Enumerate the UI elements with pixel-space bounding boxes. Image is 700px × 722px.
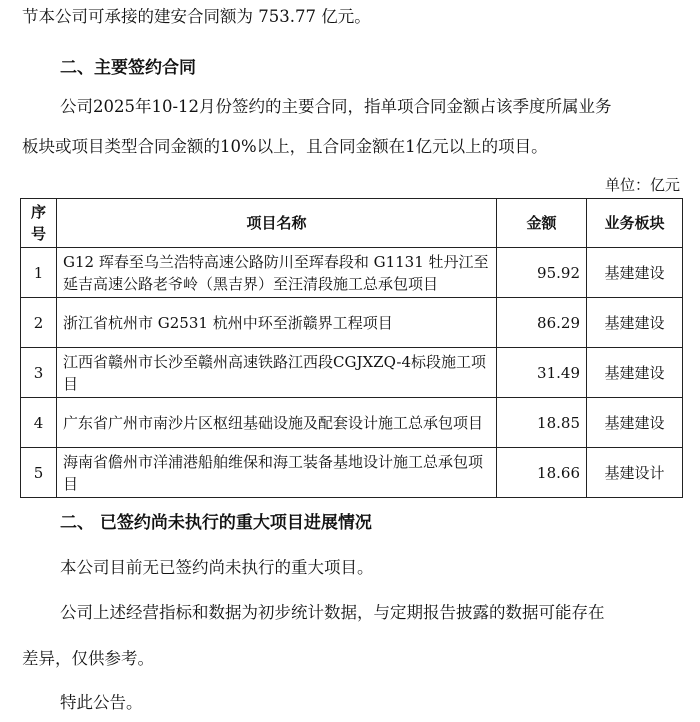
row-amount: 31.49 xyxy=(497,348,587,398)
disclaimer-line-1: 公司上述经营指标和数据为初步统计数据，与定期报告披露的数据可能存在 xyxy=(60,603,605,622)
row-amount: 18.85 xyxy=(497,398,587,448)
intro-line: 节本公司可承接的建安合同额为 753.77 亿元。 xyxy=(22,7,371,26)
row-project-name: G12 珲春至乌兰浩特高速公路防川至珲春段和 G1131 牡丹江至延吉高速公路老爷岭（黑吉界）至汪清段施工总承包项目 xyxy=(57,248,497,298)
row-project-name: 浙江省杭州市 G2531 杭州中环至浙赣界工程项目 xyxy=(57,298,497,348)
row-segment: 基建建设 xyxy=(587,398,683,448)
section-heading-main-contracts: 二、主要签约合同 xyxy=(60,58,196,78)
table-row xyxy=(21,298,683,348)
header-index: 序号 xyxy=(21,199,57,248)
section-paragraph-line-2: 板块或项目类型合同金额的10%以上，且合同金额在1亿元以上的项目。 xyxy=(22,137,548,156)
row-segment: 基建设计 xyxy=(587,448,683,498)
row-index: 5 xyxy=(21,448,57,498)
table-row xyxy=(21,448,683,498)
row-amount: 95.92 xyxy=(497,248,587,298)
section-heading-pending-projects: 二、 已签约尚未执行的重大项目进展情况 xyxy=(60,513,372,533)
row-segment: 基建建设 xyxy=(587,348,683,398)
table-header-row xyxy=(21,199,683,248)
row-segment: 基建建设 xyxy=(587,298,683,348)
header-amount: 金额 xyxy=(497,199,587,248)
row-amount: 18.66 xyxy=(497,448,587,498)
row-index: 4 xyxy=(21,398,57,448)
contracts-table xyxy=(20,198,683,498)
disclaimer-line-2: 差异，仅供参考。 xyxy=(22,649,154,668)
row-project-name: 广东省广州市南沙片区枢纽基础设施及配套设计施工总承包项目 xyxy=(57,398,497,448)
row-amount: 86.29 xyxy=(497,298,587,348)
row-segment: 基建建设 xyxy=(587,248,683,298)
pending-projects-paragraph: 本公司目前无已签约尚未执行的重大项目。 xyxy=(60,558,374,577)
row-index: 3 xyxy=(21,348,57,398)
closing-line: 特此公告。 xyxy=(60,693,143,712)
row-index: 1 xyxy=(21,248,57,298)
table-row xyxy=(21,348,683,398)
unit-label: 单位：亿元 xyxy=(604,176,680,194)
header-segment: 业务板块 xyxy=(587,199,683,248)
table-row xyxy=(21,248,683,298)
section-paragraph-line-1: 公司2025年10-12月份签约的主要合同，指单项合同金额占该季度所属业务 xyxy=(60,97,612,116)
row-index: 2 xyxy=(21,298,57,348)
row-project-name: 江西省赣州市长沙至赣州高速铁路江西段CGJXZQ-4标段施工项目 xyxy=(57,348,497,398)
row-project-name: 海南省儋州市洋浦港船舶维保和海工装备基地设计施工总承包项目 xyxy=(57,448,497,498)
header-project-name: 项目名称 xyxy=(57,199,497,248)
table-row xyxy=(21,398,683,448)
